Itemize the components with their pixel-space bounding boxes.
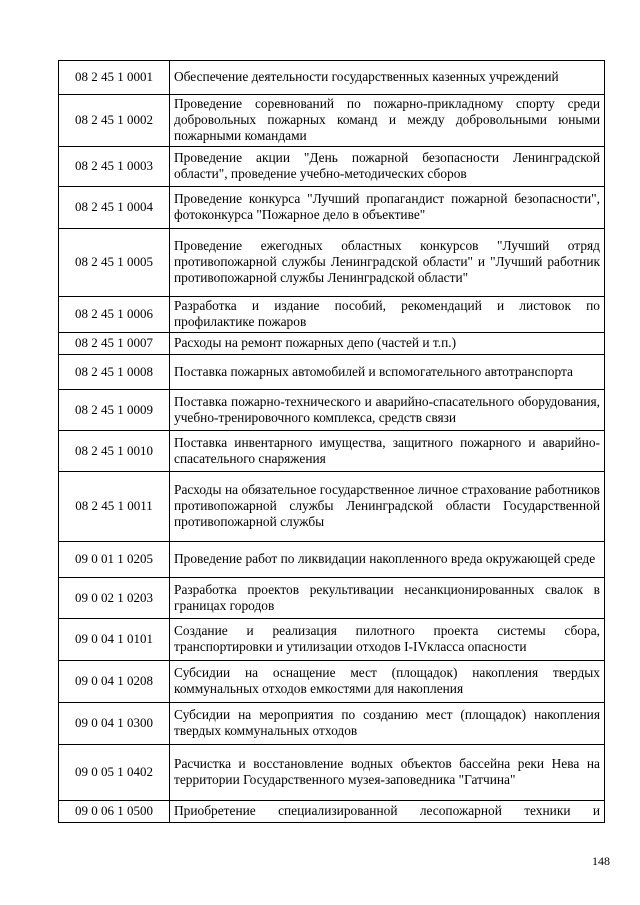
row-code: 08 2 45 1 0002 <box>59 95 170 147</box>
table-row <box>59 431 605 472</box>
row-description: Проведение соревнований по пожарно-прикладному спорту среди добровольных пожарных команд и между добровольными юными пожарными командами <box>170 95 605 147</box>
row-code: 09 0 05 1 0402 <box>59 745 170 801</box>
row-code: 08 2 45 1 0004 <box>59 187 170 229</box>
table-row <box>59 619 605 661</box>
row-description: Проведение работ по ликвидации накопленного вреда окружающей среде <box>170 542 605 578</box>
row-description: Поставка пожарных автомобилей и вспомогательного автотранспорта <box>170 355 605 390</box>
row-code: 08 2 45 1 0003 <box>59 147 170 187</box>
row-description: Расчистка и восстановление водных объектов бассейна реки Нева на территории Государственного музея-заповедника "Гатчина" <box>170 745 605 801</box>
table-row <box>59 355 605 390</box>
row-description: Расходы на ремонт пожарных депо (частей и т.п.) <box>170 333 605 355</box>
table-row <box>59 703 605 745</box>
budget-code-table <box>58 60 605 823</box>
table-row <box>59 801 605 823</box>
table-row <box>59 578 605 619</box>
row-code: 08 2 45 1 0011 <box>59 472 170 542</box>
row-description: Поставка инвентарного имущества, защитного пожарного и аварийно-спасательного снаряжения <box>170 431 605 472</box>
row-description: Создание и реализация пилотного проекта системы сбора, транспортировки и утилизации отходов I-IVкласса опасности <box>170 619 605 661</box>
row-description: Поставка пожарно-технического и аварийно-спасательного оборудования, учебно-тренировочного комплекса, средств связи <box>170 390 605 431</box>
row-code: 08 2 45 1 0006 <box>59 297 170 333</box>
row-description: Проведение акции "День пожарной безопасности Ленинградской области", проведение учебно-методических сборов <box>170 147 605 187</box>
row-description: Обеспечение деятельности государственных казенных учреждений <box>170 61 605 95</box>
row-description: Расходы на обязательное государственное личное страхование работников противопожарной службы Ленинградской области Государственной противопожарной службы <box>170 472 605 542</box>
row-code: 09 0 01 1 0205 <box>59 542 170 578</box>
page-number: 148 <box>592 854 610 868</box>
row-code: 09 0 04 1 0300 <box>59 703 170 745</box>
table-row <box>59 472 605 542</box>
row-code: 09 0 04 1 0208 <box>59 661 170 703</box>
table-row <box>59 229 605 297</box>
row-description: Субсидии на оснащение мест (площадок) накопления твердых коммунальных отходов емкостями для накопления <box>170 661 605 703</box>
row-description: Проведение ежегодных областных конкурсов "Лучший отряд противопожарной службы Ленинградской области" и "Лучший работник противопожарной службы Ленинградской области" <box>170 229 605 297</box>
row-code: 08 2 45 1 0010 <box>59 431 170 472</box>
row-code: 08 2 45 1 0007 <box>59 333 170 355</box>
table-row <box>59 147 605 187</box>
table-row <box>59 61 605 95</box>
table-row <box>59 661 605 703</box>
row-code: 08 2 45 1 0001 <box>59 61 170 95</box>
table-row <box>59 745 605 801</box>
row-code: 08 2 45 1 0005 <box>59 229 170 297</box>
table-row <box>59 187 605 229</box>
table-row <box>59 390 605 431</box>
row-description: Приобретение специализированной лесопожарной техники и <box>170 801 605 823</box>
row-code: 09 0 04 1 0101 <box>59 619 170 661</box>
table-row <box>59 542 605 578</box>
row-description: Разработка и издание пособий, рекомендаций и листовок по профилактике пожаров <box>170 297 605 333</box>
table-row <box>59 333 605 355</box>
table-row <box>59 297 605 333</box>
row-code: 08 2 45 1 0008 <box>59 355 170 390</box>
row-code: 08 2 45 1 0009 <box>59 390 170 431</box>
row-code: 09 0 02 1 0203 <box>59 578 170 619</box>
row-description: Разработка проектов рекультивации несанкционированных свалок в границах городов <box>170 578 605 619</box>
row-code: 09 0 06 1 0500 <box>59 801 170 823</box>
table-row <box>59 95 605 147</box>
row-description: Проведение конкурса "Лучший пропагандист пожарной безопасности", фотоконкурса "Пожарное дело в объективе" <box>170 187 605 229</box>
row-description: Субсидии на мероприятия по созданию мест (площадок) накопления твердых коммунальных отходов <box>170 703 605 745</box>
